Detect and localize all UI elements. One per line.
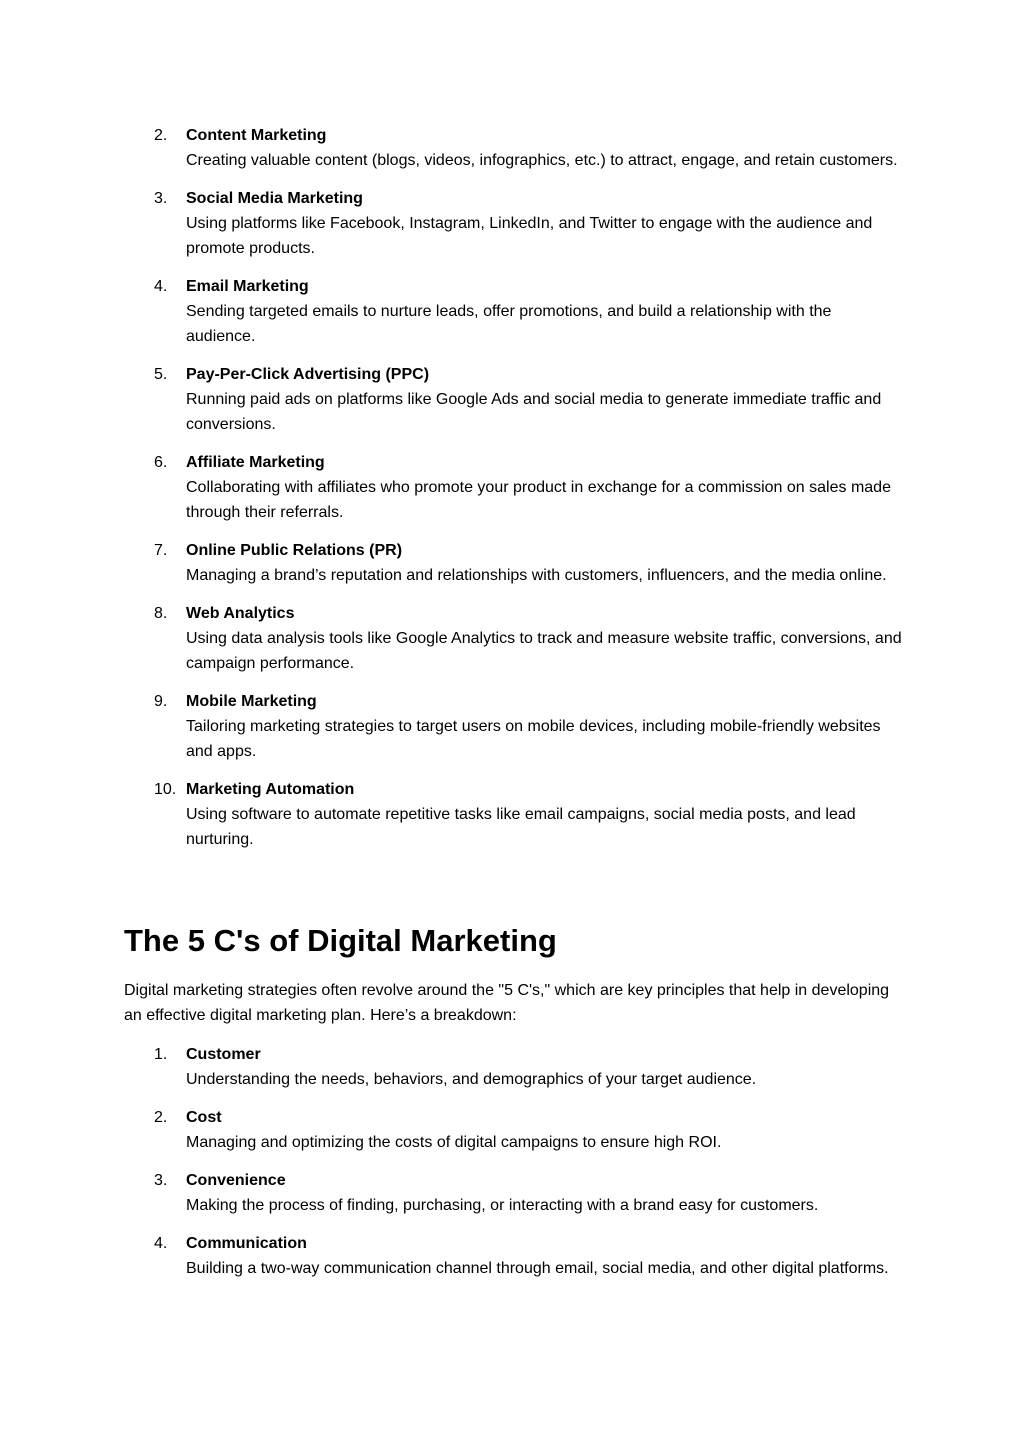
list-item-number: 2. <box>154 127 168 144</box>
list-item-title: Online Public Relations (PR) <box>186 542 403 559</box>
digital-marketing-types-list <box>124 123 904 865</box>
list-item-title: Content Marketing <box>186 127 327 144</box>
list-item-number: 9. <box>154 693 168 710</box>
list-item <box>124 274 904 349</box>
list-item-description: Running paid ads on platforms like Google Ads and social media to generate immediate traffic and conversions. <box>186 391 882 433</box>
list-item-title: Affiliate Marketing <box>186 454 325 471</box>
list-item-number: 6. <box>154 454 168 471</box>
list-item-number: 5. <box>154 366 168 383</box>
list-item <box>124 1168 904 1218</box>
list-item-number: 3. <box>154 1172 168 1189</box>
list-item <box>124 538 904 588</box>
list-item-number: 10. <box>154 781 177 798</box>
list-item <box>124 1042 904 1092</box>
list-item-number: 4. <box>154 1235 168 1252</box>
list-item-title: Marketing Automation <box>186 781 355 798</box>
list-item-number: 2. <box>154 1109 168 1126</box>
list-item <box>124 450 904 525</box>
list-item-description: Using data analysis tools like Google Analytics to track and measure website traffic, conversions, and campaign performance. <box>186 630 902 672</box>
list-item <box>124 689 904 764</box>
list-item-title: Convenience <box>186 1172 286 1189</box>
list-item <box>124 362 904 437</box>
list-item-description: Understanding the needs, behaviors, and demographics of your target audience. <box>186 1071 757 1088</box>
list-item-description: Using platforms like Facebook, Instagram, LinkedIn, and Twitter to engage with the audience and promote products. <box>186 215 873 257</box>
list-item-title: Customer <box>186 1046 261 1063</box>
list-item <box>124 601 904 676</box>
list-item <box>124 777 904 852</box>
list-item <box>124 123 904 173</box>
list-item-title: Mobile Marketing <box>186 693 317 710</box>
list-item <box>124 186 904 261</box>
list-item-title: Pay-Per-Click Advertising (PPC) <box>186 366 430 383</box>
list-item-title: Social Media Marketing <box>186 190 363 207</box>
list-item-title: Email Marketing <box>186 278 309 295</box>
list-item-title: Cost <box>186 1109 222 1126</box>
list-item-description: Making the process of finding, purchasing, or interacting with a brand easy for customers. <box>186 1197 819 1214</box>
list-item-title: Web Analytics <box>186 605 295 622</box>
list-item-description: Managing a brand’s reputation and relationships with customers, influencers, and the media online. <box>186 567 887 584</box>
list-item <box>124 1231 904 1281</box>
list-item-description: Managing and optimizing the costs of digital campaigns to ensure high ROI. <box>186 1134 722 1151</box>
list-item-description: Sending targeted emails to nurture leads, offer promotions, and build a relationship with the audience. <box>186 303 832 345</box>
list-item-number: 1. <box>154 1046 168 1063</box>
list-item-description: Creating valuable content (blogs, videos, infographics, etc.) to attract, engage, and retain customers. <box>186 152 898 169</box>
five-cs-list <box>124 1042 904 1294</box>
list-item-number: 8. <box>154 605 168 622</box>
section-heading: The 5 C's of Digital Marketing <box>124 923 557 958</box>
list-item-number: 4. <box>154 278 168 295</box>
list-item-title: Communication <box>186 1235 307 1252</box>
list-item-number: 3. <box>154 190 168 207</box>
list-item-description: Building a two-way communication channel through email, social media, and other digital platforms. <box>186 1260 889 1277</box>
list-item-number: 7. <box>154 542 168 559</box>
list-item-description: Tailoring marketing strategies to target users on mobile devices, including mobile-friendly websites and apps. <box>186 718 881 760</box>
section-intro-paragraph: Digital marketing strategies often revolve around the "5 C's," which are key principles that help in developing an effective digital marketing plan. Here’s a breakdown: <box>124 982 890 1024</box>
list-item-description: Collaborating with affiliates who promote your product in exchange for a commission on sales made through their referrals. <box>186 479 891 521</box>
list-item-description: Using software to automate repetitive tasks like email campaigns, social media posts, and lead nurturing. <box>186 806 856 848</box>
list-item <box>124 1105 904 1155</box>
